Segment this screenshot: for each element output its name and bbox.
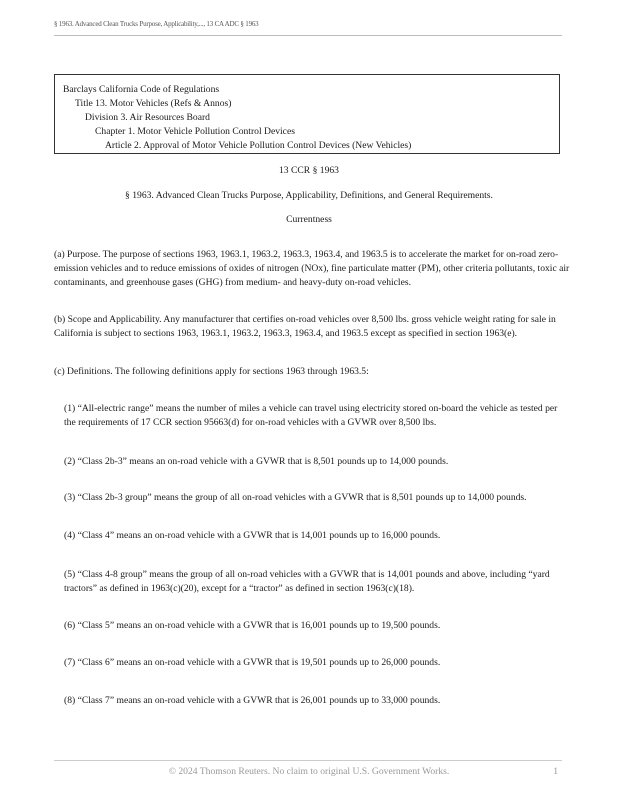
chapter-heading: Chapter 1. Motor Vehicle Pollution Control Devices <box>95 126 295 137</box>
footer-divider <box>54 760 562 761</box>
currentness-label: Currentness <box>286 214 332 225</box>
article-heading: Article 2. Approval of Motor Vehicle Pollution Control Devices (New Vehicles) <box>105 140 412 151</box>
definition-item: (6) “Class 5” means an on-road vehicle with a GVWR that is 16,001 pounds up to 19,500 pounds. <box>64 620 441 631</box>
paragraph-purpose: (a) Purpose. The purpose of sections 1963, 1963.1, 1963.2, 1963.3, 1963.4, and 1963.5 is to accelerate the market for on-road zero-emission vehicles and to reduce emissions of oxides of nitrogen (NOx), fine particulate matter (PM), other criteria pollutants, toxic air contaminants, and greenhouse gases (GHG) from medium- and heavy-duty on-road vehicles. <box>54 249 570 288</box>
definition-item: (5) “Class 4-8 group” means the group of all on-road vehicles with a GVWR that is 14,001 pounds and above, including “yard tractors” as defined in 1963(c)(20), except for a “tractor” as defined in section 1963(c)(18). <box>64 569 550 594</box>
definition-item: (8) “Class 7” means an on-road vehicle with a GVWR that is 26,001 pounds up to 33,000 pounds. <box>64 695 441 706</box>
citation-hierarchy-box <box>54 74 560 154</box>
paragraph-scope: (b) Scope and Applicability. Any manufacturer that certifies on-road vehicles over 8,500 lbs. gross vehicle weight rating for sale in California is subject to sections 1963, 1963.1, 1963.2, 1963.3, 1963.4, and 1963.5 except as specified in section 1963(e). <box>54 314 556 339</box>
document-citation: 13 CCR § 1963 <box>279 165 339 176</box>
division-heading: Division 3. Air Resources Board <box>85 112 210 123</box>
code-name: Barclays California Code of Regulations <box>63 84 220 95</box>
section-title: § 1963. Advanced Clean Trucks Purpose, Applicability, Definitions, and General Requirements. <box>125 190 493 201</box>
definition-item: (3) “Class 2b-3 group” means the group of all on-road vehicles with a GVWR that is 8,501 pounds up to 14,000 pounds. <box>64 492 527 503</box>
definition-item: (1) “All-electric range” means the number of miles a vehicle can travel using electricity stored on-board the vehicle as tested per the requirements of 17 CCR section 95663(d) for on-road vehicles with a GVWR over 8,500 lbs. <box>64 403 558 428</box>
page-number: 1 <box>553 766 558 777</box>
header-divider <box>54 35 562 36</box>
definition-item: (7) “Class 6” means an on-road vehicle with a GVWR that is 19,501 pounds up to 26,000 pounds. <box>64 657 441 668</box>
paragraph-definitions-intro: (c) Definitions. The following definitions apply for sections 1963 through 1963.5: <box>54 366 369 377</box>
running-head: § 1963. Advanced Clean Trucks Purpose, Applicability,..., 13 CA ADC § 1963 <box>54 20 259 28</box>
copyright-notice: © 2024 Thomson Reuters. No claim to original U.S. Government Works. <box>168 766 450 777</box>
definition-item: (2) “Class 2b-3” means an on-road vehicle with a GVWR that is 8,501 pounds up to 14,000 pounds. <box>64 456 449 467</box>
title-heading: Title 13. Motor Vehicles (Refs & Annos) <box>75 98 232 109</box>
definition-item: (4) “Class 4” means an on-road vehicle with a GVWR that is 14,001 pounds up to 16,000 pounds. <box>64 530 441 541</box>
